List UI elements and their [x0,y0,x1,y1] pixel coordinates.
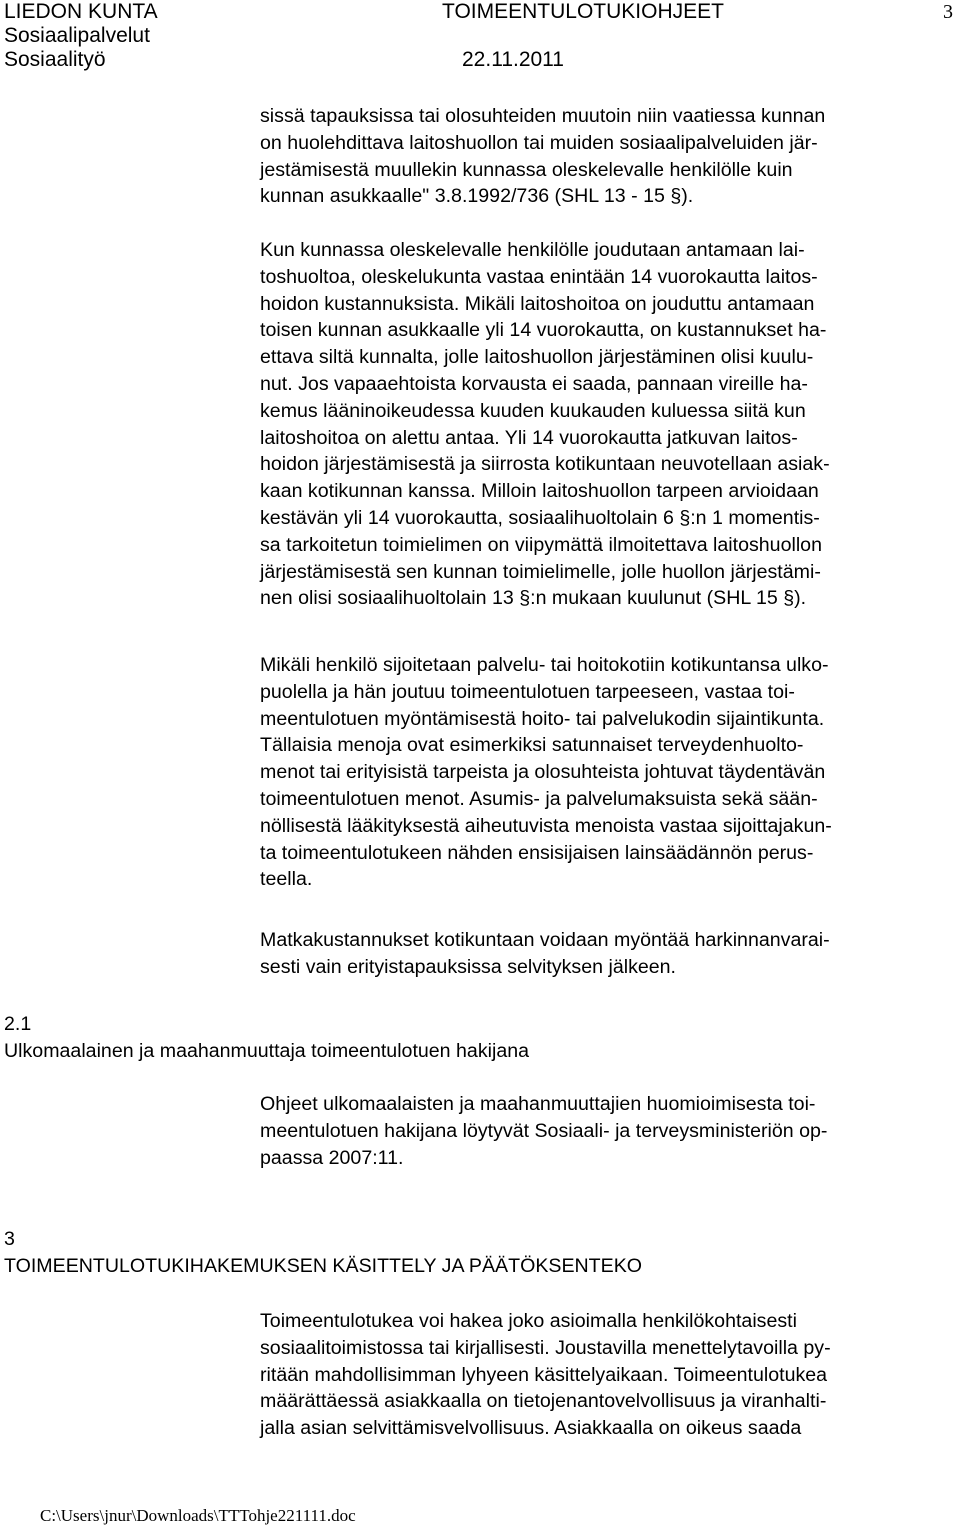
text-line: ritään mahdollisimman lyhyeen käsittelyaikaan. Toimeentulotukea [260,1363,828,1386]
text-line: Kun kunnassa oleskelevalle henkilölle joudutaan antamaan lai- [260,239,805,261]
text-line: laitoshoitoa on alettu antaa. Yli 14 vuorokautta jatkuvan laitos- [260,426,798,449]
paragraph-application-processing [260,1308,955,1442]
text-line: sesti vain erityistapauksissa selvityksen jälkeen. [260,955,677,978]
text-line: teella. [260,868,313,891]
text-line: Matkakustannukset kotikuntaan voidaan myöntää harkinnanvarai- [260,929,830,951]
document-title: TOIMEENTULOTUKIOHJEET [442,0,724,23]
text-line: Tällaisia menoja ovat esimerkiksi satunnaiset terveydenhuolto- [260,734,804,757]
text-line: toimeentulotuen menot. Asumis- ja palvelumaksuista sekä sään- [260,787,818,810]
text-line: toshuoltoa, oleskelukunta vastaa enintään 14 vuorokautta laitos- [260,265,818,288]
section-heading-3 [4,1226,642,1280]
department-name: Sosiaalipalvelut [4,24,150,47]
text-line: paassa 2007:11. [260,1146,404,1169]
text-line: nen olisi sosiaalihuoltolain 13 §:n mukaan kuulunut (SHL 15 §). [260,587,807,610]
text-line: nut. Jos vapaaehtoista korvausta ei saada, pannaan vireille ha- [260,372,808,395]
text-line: meentulotuen myöntämisestä hoito- tai palvelukodin sijaintikunta. [260,707,825,730]
organization-name: LIEDON KUNTA [4,0,158,23]
paragraph-immigrant-guidance [260,1091,955,1171]
text-line: kestävän yli 14 vuorokautta, sosiaalihuoltolain 6 §:n 1 momentis- [260,506,820,529]
text-line: kunnan asukkaalle" 3.8.1992/736 (SHL 13 - 15 §). [260,185,694,208]
document-date: 22.11.2011 [462,48,564,71]
text-line: jestämisestä muullekin kunnassa oleskelevalle henkilölle kuin [260,158,793,181]
footer-file-path: C:\Users\jnur\Downloads\TTTohje221111.doc [40,1506,356,1525]
section-title: Ulkomaalainen ja maahanmuuttaja toimeentulotuen hakijana [4,1039,530,1062]
section-name: Sosiaalityö [4,48,106,71]
text-line: sa tarkoitetun toimielimen on viipymättä ilmoitettava laitoshuollon [260,533,822,556]
text-line: kaan kotikunnan kanssa. Milloin laitoshuollon tarpeen arvioidaan [260,480,819,503]
text-line: kemus lääninoikeudessa kuuden kuukauden kuluessa siitä kun [260,399,806,422]
text-line: ettava siltä kunnalta, jolle laitoshuollon järjestäminen olisi kuulu- [260,346,814,369]
text-line: on huolehdittava laitoshuollon tai muiden sosiaalipalveluiden jär- [260,131,818,154]
text-line: puolella ja hän joutuu toimeentulotuen tarpeeseen, vastaa toi- [260,680,795,703]
text-line: Toimeentulotukea voi hakea joko asioimalla henkilökohtaisesti [260,1310,797,1332]
text-line: meentulotuen hakijana löytyvät Sosiaali- ja terveysministeriön op- [260,1119,828,1142]
section-heading-2-1 [4,1011,529,1065]
text-line: järjestämisestä sen kunnan toimielimelle, jolle huollon järjestämi- [260,560,821,583]
paragraph-travel-costs [260,927,955,981]
text-line: ta toimeentulotukeen nähden ensisijaisen lainsäädännön perus- [260,841,814,864]
text-line: nöllisestä lääkityksestä aiheutuvista menoista vastaa sijoittajakun- [260,814,832,837]
section-number: 2.1 [4,1013,32,1035]
text-line: hoidon järjestämisestä ja siirrosta kotikuntaan neuvotellaan asiak- [260,453,830,476]
text-line: Ohjeet ulkomaalaisten ja maahanmuuttajien huomioimisesta toi- [260,1093,816,1115]
text-line: menot tai erityisistä tarpeista ja olosuhteista johtuvat täydentävän [260,761,826,784]
text-line: sosiaalitoimistossa tai kirjallisesti. Joustavilla menettelytavoilla py- [260,1336,831,1359]
paragraph-care-home-placement [260,652,955,893]
section-title: TOIMEENTULOTUKIHAKEMUKSEN KÄSITTELY JA PÄÄTÖKSENTEKO [4,1254,643,1277]
text-line: toisen kunnan asukkaalle yli 14 vuorokautta, on kustannukset ha- [260,319,827,342]
paragraph-shl-excerpt [260,103,955,210]
text-line: sissä tapauksissa tai olosuhteiden muutoin niin vaatiessa kunnan [260,105,826,127]
text-line: määrättäessä asiakkaalla on tietojenantovelvollisuus ja viranhalti- [260,1390,827,1413]
text-line: hoidon kustannuksista. Mikäli laitoshoitoa on jouduttu antamaan [260,292,815,315]
section-number: 3 [4,1228,15,1250]
page-number: 3 [943,1,953,23]
text-line: Mikäli henkilö sijoitetaan palvelu- tai hoitokotiin kotikuntansa ulko- [260,654,829,676]
paragraph-institutional-care [260,237,955,612]
text-line: jalla asian selvittämisvelvollisuus. Asiakkaalla on oikeus saada [260,1417,802,1440]
